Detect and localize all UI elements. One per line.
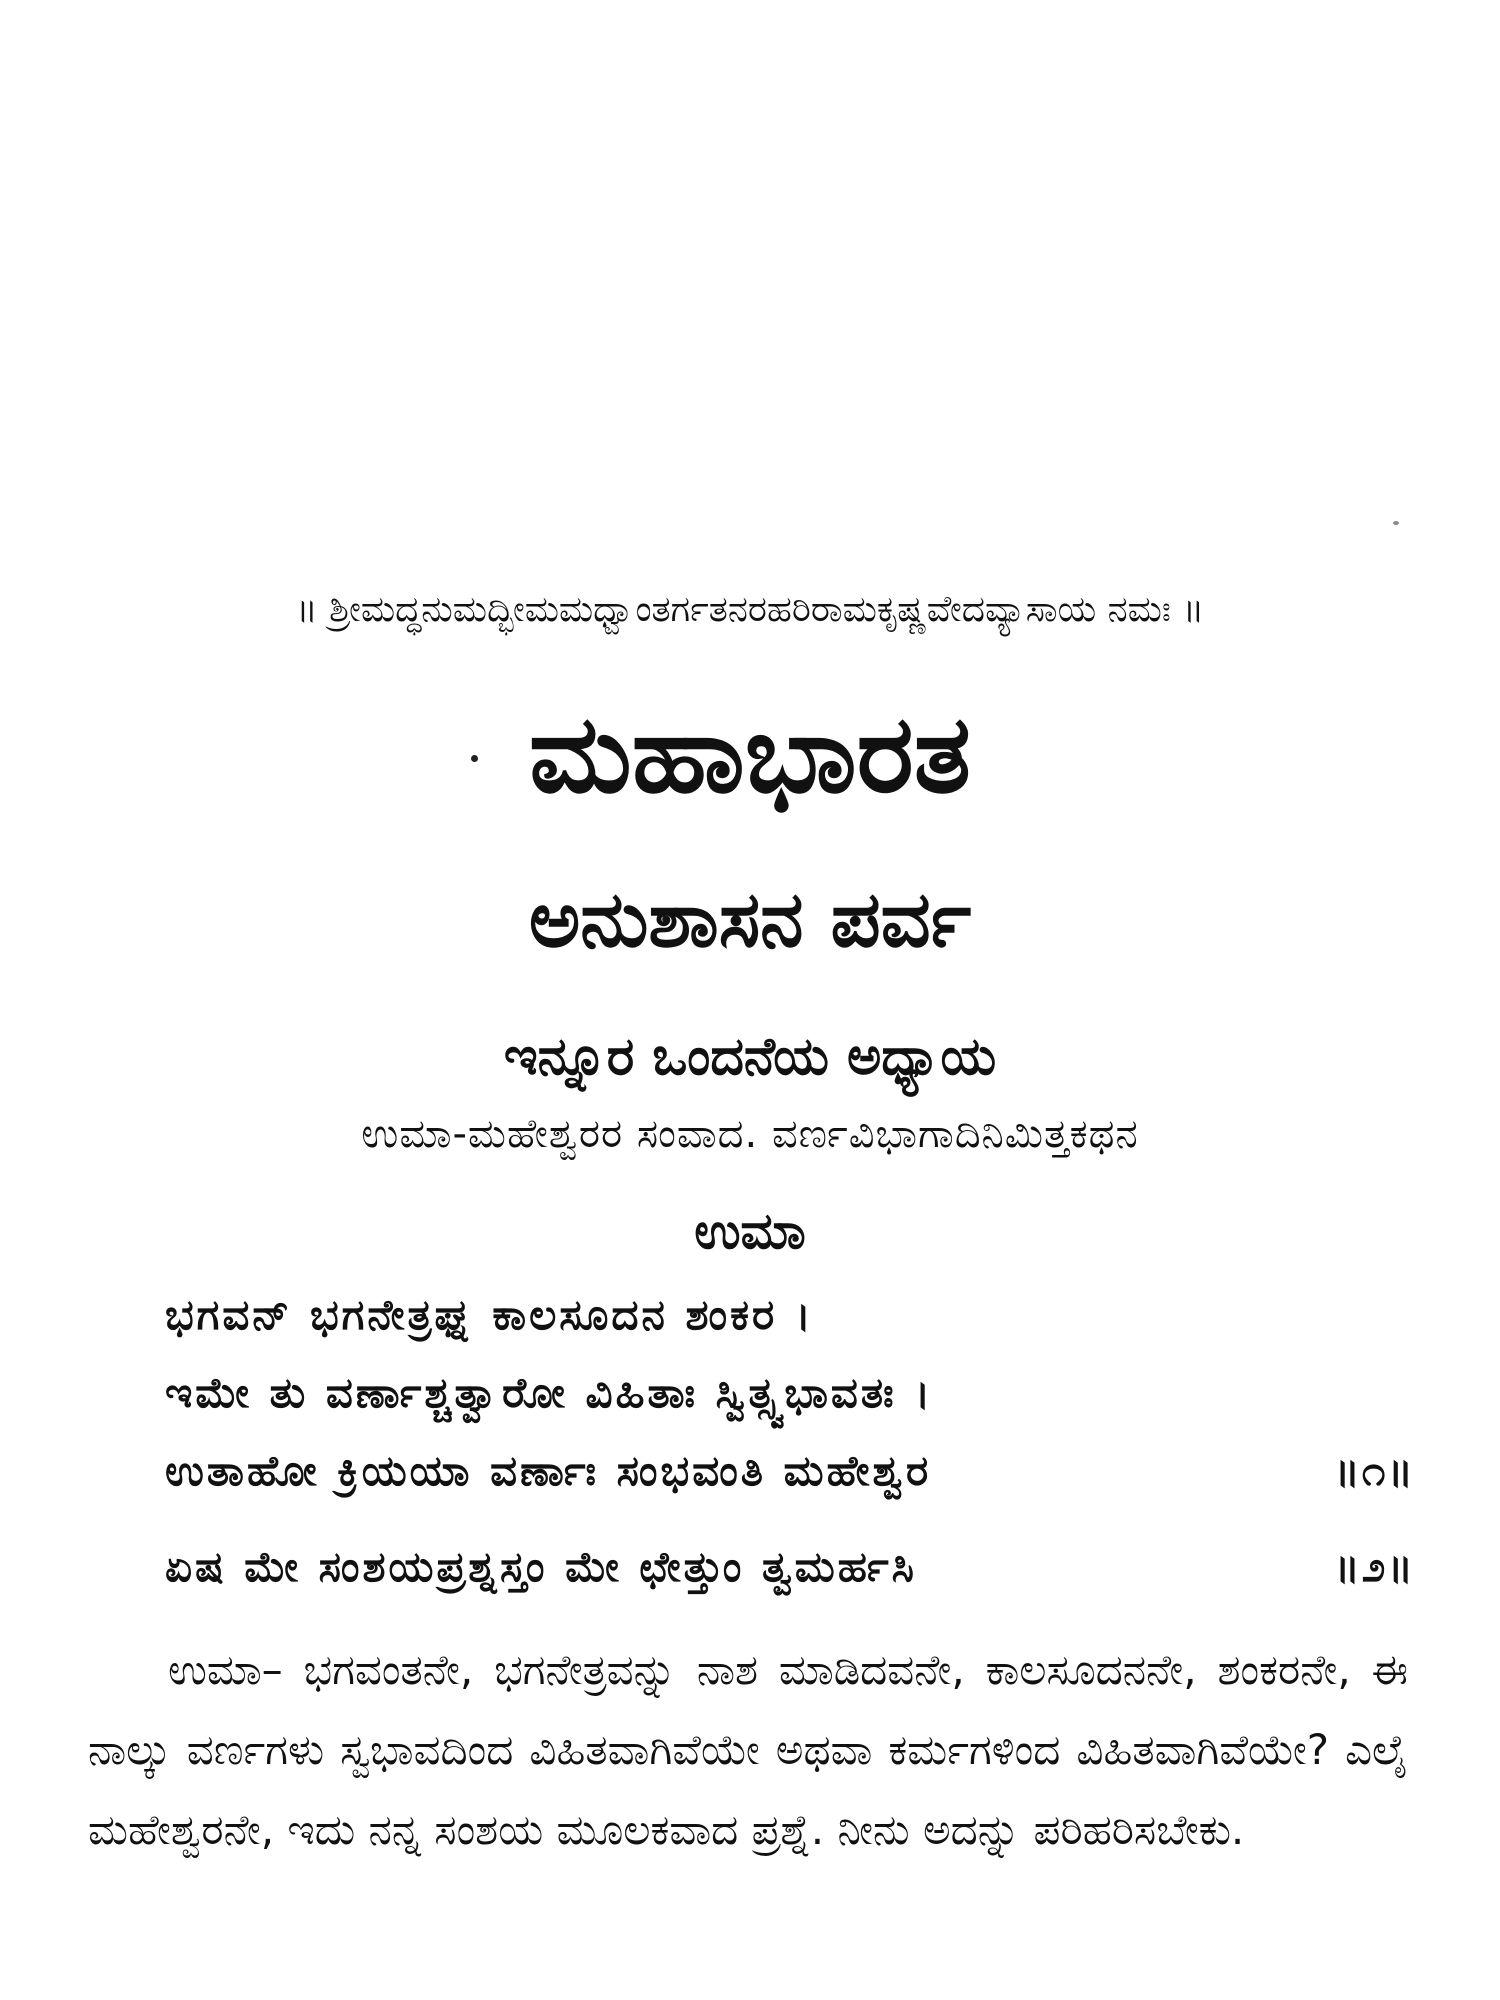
book-title: ಮಹಾಭಾರತ (529, 692, 971, 817)
parva-title: ಅನುಶಾಸನ ಪರ್ವ (528, 875, 972, 965)
verse-line (165, 1360, 1415, 1438)
chapter-heading: ಇನ್ನೂರ ಒಂದನೆಯ ಅಧ್ಯಾಯ (503, 1027, 997, 1087)
verse-text: ಉತಾಹೋ ಕ್ರಿಯಯಾ ವರ್ಣಾಃ ಸಂಭವಂತಿ ಮಹೇಶ್ವರ (165, 1446, 932, 1495)
verse-number: ॥೧॥ (1334, 1446, 1415, 1495)
invocation-line: ॥ ಶ್ರೀಮದ್ಧನುಮದ್ಭೀಮಮಧ್ವಾಂತರ್ಗತನರಹರಿರಾಮಕೃಷ್ಣವೇದವ್ಯಾಸಾಯ ನಮಃ ॥ (295, 589, 1205, 630)
verse-line (165, 1438, 1415, 1516)
verse-text: ಏಷ ಮೇ ಸಂಶಯಪ್ರಶ್ನಸ್ತಂ ಮೇ ಛೇತ್ತುಂ ತ್ವಮರ್ಹಸಿ (165, 1542, 917, 1591)
verse-line (165, 1282, 1415, 1360)
verse-block (165, 1282, 1415, 1612)
verse-line (165, 1534, 1415, 1612)
verse-number: ॥೨॥ (1334, 1542, 1415, 1591)
translation-paragraph: ಉಮಾ– ಭಗವಂತನೇ, ಭಗನೇತ್ರವನ್ನು ನಾಶ ಮಾಡಿದವನೇ, ಕಾಲಸೂದನನೇ, ಶಂಕರನೇ, ಈ ನಾಲ್ಕು ವರ್ಣಗಳು ಸ್ವಭಾವದಿಂದ ವಿಹಿತವಾಗಿವೆಯೇ ಅಥವಾ ಕರ್ಮಗಳಿಂದ ವಿಹಿತವಾಗಿವೆಯೇ? ಎಲೈ ಮಹೇಶ್ವರನೇ, ಇದು ನನ್ನ ಸಂಶಯ ಮೂಲಕವಾದ ಪ್ರಶ್ನೆ. ನೀನು ಅದನ್ನು ಪರಿಹರಿಸಬೇಕು. (88, 1645, 1408, 1854)
scan-speck (1393, 521, 1399, 525)
chapter-subtitle: ಉಮಾ-ಮಹೇಶ್ವರರ ಸಂವಾದ. ವರ್ಣವಿಭಾಗಾದಿನಿಮಿತ್ತಕಥನ (361, 1111, 1139, 1157)
verse-text: ಭಗವನ್ ಭಗನೇತ್ರಘ್ನ ಕಾಲಸೂದನ ಶಂಕರ । (165, 1290, 814, 1339)
verse-text: ಇಮೇ ತು ವರ್ಣಾಶ್ಚತ್ವಾರೋ ವಿಹಿತಾಃ ಸ್ವಿತ್ಸ್ವಭಾವತಃ । (165, 1368, 934, 1417)
speaker-label: ಉಮಾ (694, 1202, 806, 1260)
